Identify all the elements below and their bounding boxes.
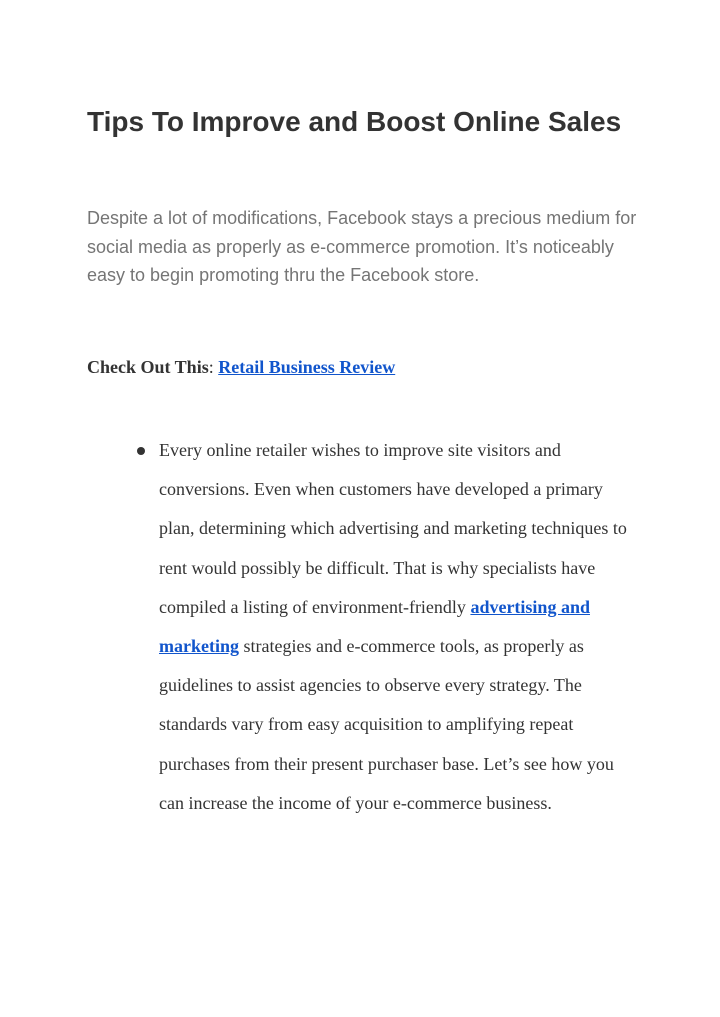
page-title: Tips To Improve and Boost Online Sales [87, 106, 622, 137]
check-out-separator: : [208, 357, 219, 377]
bullet-text-before-link: Every online retailer wishes to improve site visitors and conversions. Even when customers have developed a primary plan, determining which advertising and marketing techniques to rent would possibly be difficult. That is why specialists have compiled a listing of environment-friendly [159, 440, 627, 617]
check-out-line [87, 354, 395, 380]
check-out-label: Check Out This [87, 357, 209, 377]
bullet-dot-icon [137, 447, 145, 455]
bullet-list [128, 431, 638, 823]
intro-paragraph: Despite a lot of modifications, Facebook stays a precious medium for social media as properly as e-commerce promotion. It’s noticeably easy to begin promoting thru the Facebook store. [87, 208, 637, 285]
list-item [128, 431, 638, 823]
retail-business-review-link[interactable]: Retail Business Review [218, 357, 396, 377]
advertising-and-marketing-link[interactable]: advertising and marketing [159, 596, 590, 657]
bullet-text-after-link: strategies and e-commerce tools, as properly as guidelines to assist agencies to observe every strategy. The standards vary from easy acquisition to amplifying repeat purchases from their present purchaser base. Let’s see how you can increase the income of your e-commerce business. [159, 636, 614, 813]
